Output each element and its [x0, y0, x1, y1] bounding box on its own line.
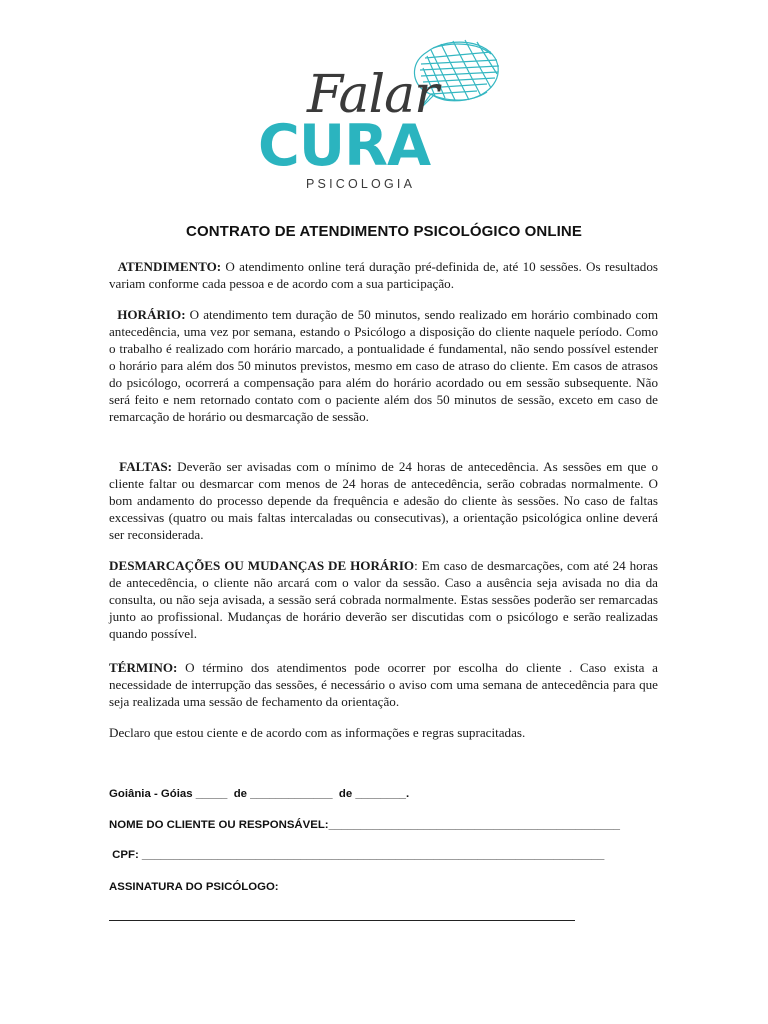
clause-desmarcacoes — [109, 557, 658, 642]
declaration-text: Declaro que estou ciente e de acordo com as informações e regras supracitadas. — [109, 725, 526, 740]
place-date-field[interactable]: Goiânia - Góias _____ de _____________ de ________. — [109, 788, 410, 800]
clause-lead: HORÁRIO: — [117, 307, 186, 322]
clause-atendimento — [109, 258, 658, 292]
declaration — [109, 724, 658, 741]
logo-word-falar: Falar — [307, 65, 439, 125]
clause-lead: DESMARCAÇÕES OU MUDANÇAS DE HORÁRIO — [109, 558, 415, 573]
clause-termino — [109, 659, 658, 710]
clause-lead: ATENDIMENTO: — [117, 259, 222, 274]
psychologist-signature-line[interactable] — [109, 920, 575, 921]
logo — [255, 30, 505, 195]
logo-word-cura: CURA — [258, 113, 431, 179]
psychologist-signature-label: ASSINATURA DO PSICÓLOGO: — [109, 881, 279, 893]
client-name-field[interactable]: NOME DO CLIENTE OU RESPONSÁVEL:______________________________________________ — [109, 819, 621, 831]
clause-text: O término dos atendimentos pode ocorrer por escolha do cliente . Caso exista a necessidade de interrupção das sessões, é necessário o aviso com uma semana de antecedência para que seja realizada uma sessão de fechamento da orientação. — [109, 660, 658, 709]
logo-word-psicologia: PSICOLOGIA — [306, 177, 416, 191]
document-title: CONTRATO DE ATENDIMENTO PSICOLÓGICO ONLINE — [186, 223, 582, 240]
clause-text: Deverão ser avisadas com o mínimo de 24 horas de antecedência. As sessões em que o cliente faltar ou desmarcar com menos de 24 horas de antecedência, serão cobradas normalmente. O bom andamento do processo depende da frequência e adesão do cliente às sessões. No caso de faltas excessivas (quatro ou mais faltas intercaladas ou consecutivas), a orientação psicológica online deverá ser reconsiderada. — [109, 459, 658, 542]
cpf-field[interactable]: CPF: _________________________________________________________________________ — [109, 849, 605, 861]
clause-text: : Em caso de desmarcações, com até 24 horas de antecedência, o cliente não arcará com o valor da sessão. Caso a ausência seja avisada no dia da consulta, ou não seja avisada, a sessão será cobrada normalmente. Estas sessões poderão ser remarcadas junto ao profissional. Mudanças de horário deverão ser discutidas com o psicólogo e serão realizadas quando possível. — [109, 558, 658, 641]
speech-bubble-logo-icon — [255, 30, 505, 195]
clause-lead: FALTAS: — [119, 459, 173, 474]
clause-faltas — [109, 458, 658, 543]
clause-horario — [109, 306, 658, 425]
clause-text: O atendimento tem duração de 50 minutos, sendo realizado em horário combinado com antecedência, uma vez por semana, estando o Psicólogo a disposição do cliente naquele período. Como o trabalho é realizado com horário marcado, a pontualidade é fundamental, não sendo possível estender o horário para além dos 50 minutos previstos, mesmo em caso de atraso do cliente. Em casos de atrasos do psicólogo, ocorrerá a compensação para além do horário acordado ou em sessão subsequente. Não será feito e nem retornado contato com o paciente além dos 50 minutos de sessão, exceto em caso de remarcação de horário ou desmarcação de sessão. — [109, 307, 659, 424]
clause-lead: TÉRMINO: — [109, 660, 178, 675]
clause-text: O atendimento online terá duração pré-definida de, até 10 sessões. Os resultados variam conforme cada pessoa e de acordo com a sua participação. — [109, 259, 658, 291]
